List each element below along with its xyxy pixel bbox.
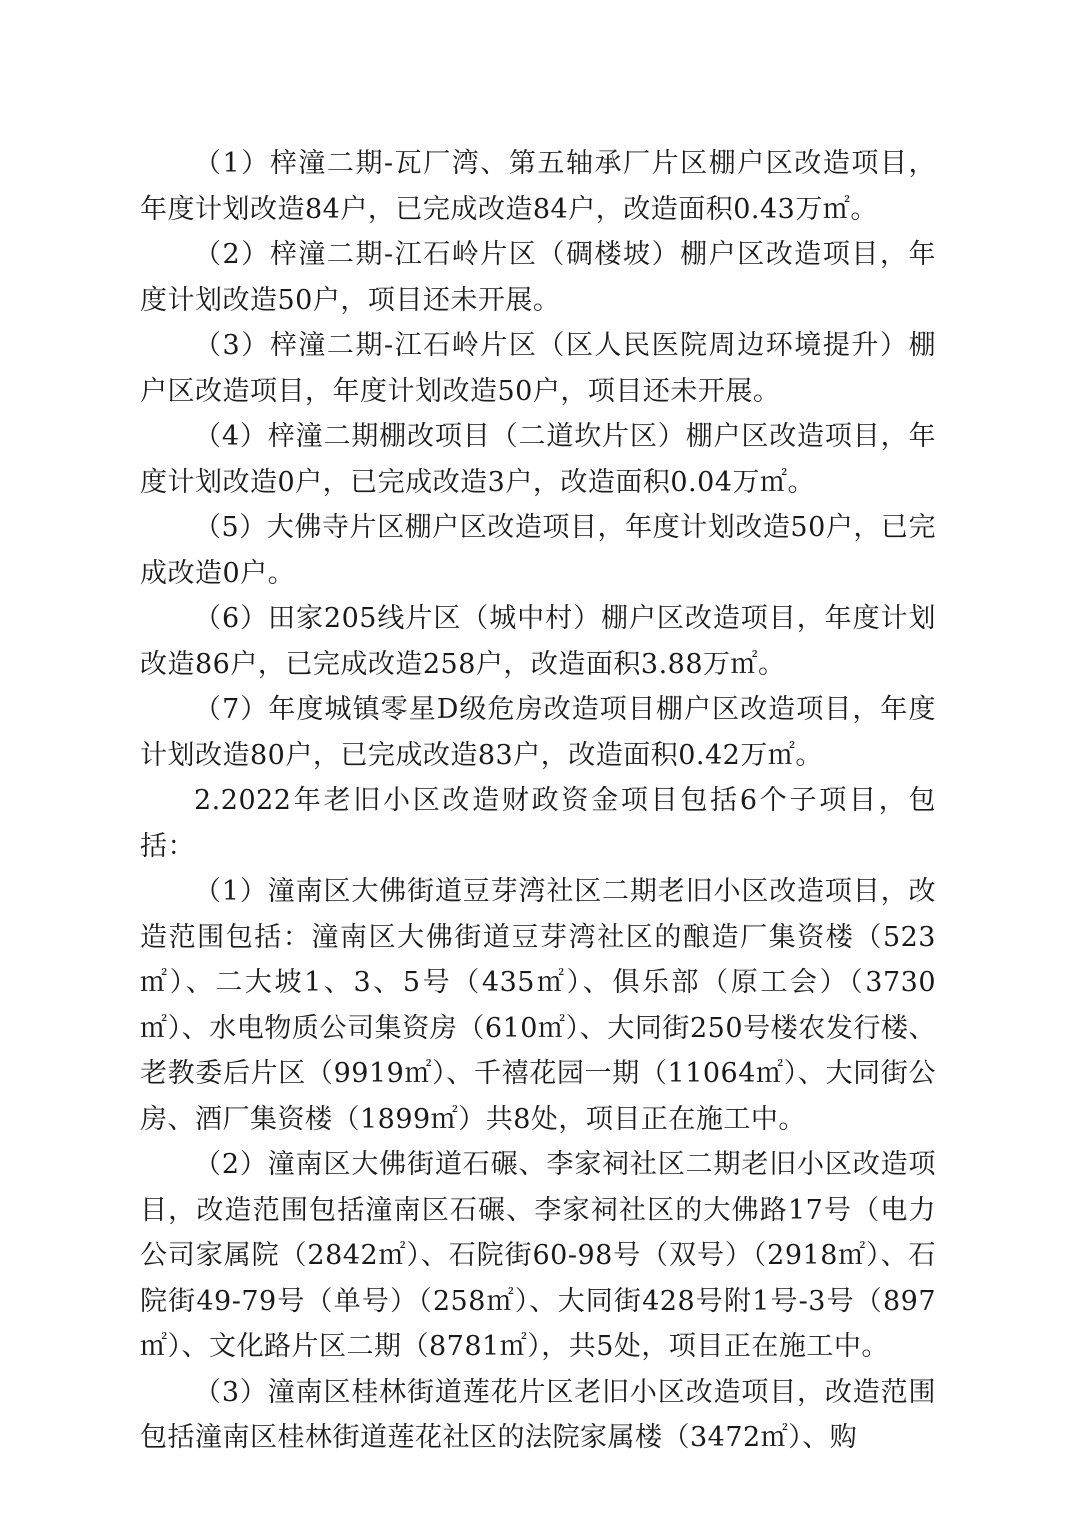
paragraph-shantytown-item-4: （4）梓潼二期棚改项目（二道坎片区）棚户区改造项目，年度计划改造0户，已完成改造3户，改造面积0.04万㎡。 (140, 421, 936, 498)
paragraph-shantytown-item-1: （1）梓潼二期-瓦厂湾、第五轴承厂片区棚户区改造项目，年度计划改造84户，已完成改造84户，改造面积0.43万㎡。 (140, 148, 936, 225)
paragraph-shantytown-item-5: （5）大佛寺片区棚户区改造项目，年度计划改造50户，已完成改造0户。 (140, 512, 936, 589)
paragraph-shantytown-item-7: （7）年度城镇零星D级危房改造项目棚户区改造项目，年度计划改造80户，已完成改造83户，改造面积0.42万㎡。 (140, 694, 936, 771)
paragraph-old-community-item-2: （2）潼南区大佛街道石碾、李家祠社区二期老旧小区改造项目，改造范围包括潼南区石碾、李家祠社区的大佛路17号（电力公司家属院（2842㎡）、石院街60-98号（双号）（2918㎡）、石院街49-79号（单号）（258㎡）、大同街428号附1号-3号（897㎡）、文化路片区二期（8781㎡），共5处，项目正在施工中。 (140, 1149, 936, 1362)
paragraph-shantytown-item-2: （2）梓潼二期-江石岭片区（碉楼坡）棚户区改造项目，年度计划改造50户，项目还未开展。 (140, 239, 936, 316)
paragraph-shantytown-item-6: （6）田家205线片区（城中村）棚户区改造项目，年度计划改造86户，已完成改造258户，改造面积3.88万㎡。 (140, 603, 936, 680)
paragraph-old-community-item-1: （1）潼南区大佛街道豆芽湾社区二期老旧小区改造项目，改造范围包括：潼南区大佛街道豆芽湾社区的酿造厂集资楼（523㎡）、二大坡1、3、5号（435㎡）、俱乐部（原工会）（3730㎡）、水电物质公司集资房（610㎡）、大同街250号楼农发行楼、老教委后片区（9919㎡）、千禧花园一期（11064㎡）、大同街公房、酒厂集资楼（1899㎡）共8处，项目正在施工中。 (140, 876, 936, 1135)
paragraph-shantytown-item-3: （3）梓潼二期-江石岭片区（区人民医院周边环境提升）棚户区改造项目，年度计划改造50户，项目还未开展。 (140, 330, 936, 407)
paragraph-old-community-item-3: （3）潼南区桂林街道莲花片区老旧小区改造项目，改造范围包括潼南区桂林街道莲花社区的法院家属楼（3472㎡）、购 (140, 1376, 936, 1453)
body-text (140, 141, 936, 1461)
paragraph-section-heading-old-community: 2.2022年老旧小区改造财政资金项目包括6个子项目，包括： (140, 785, 936, 862)
